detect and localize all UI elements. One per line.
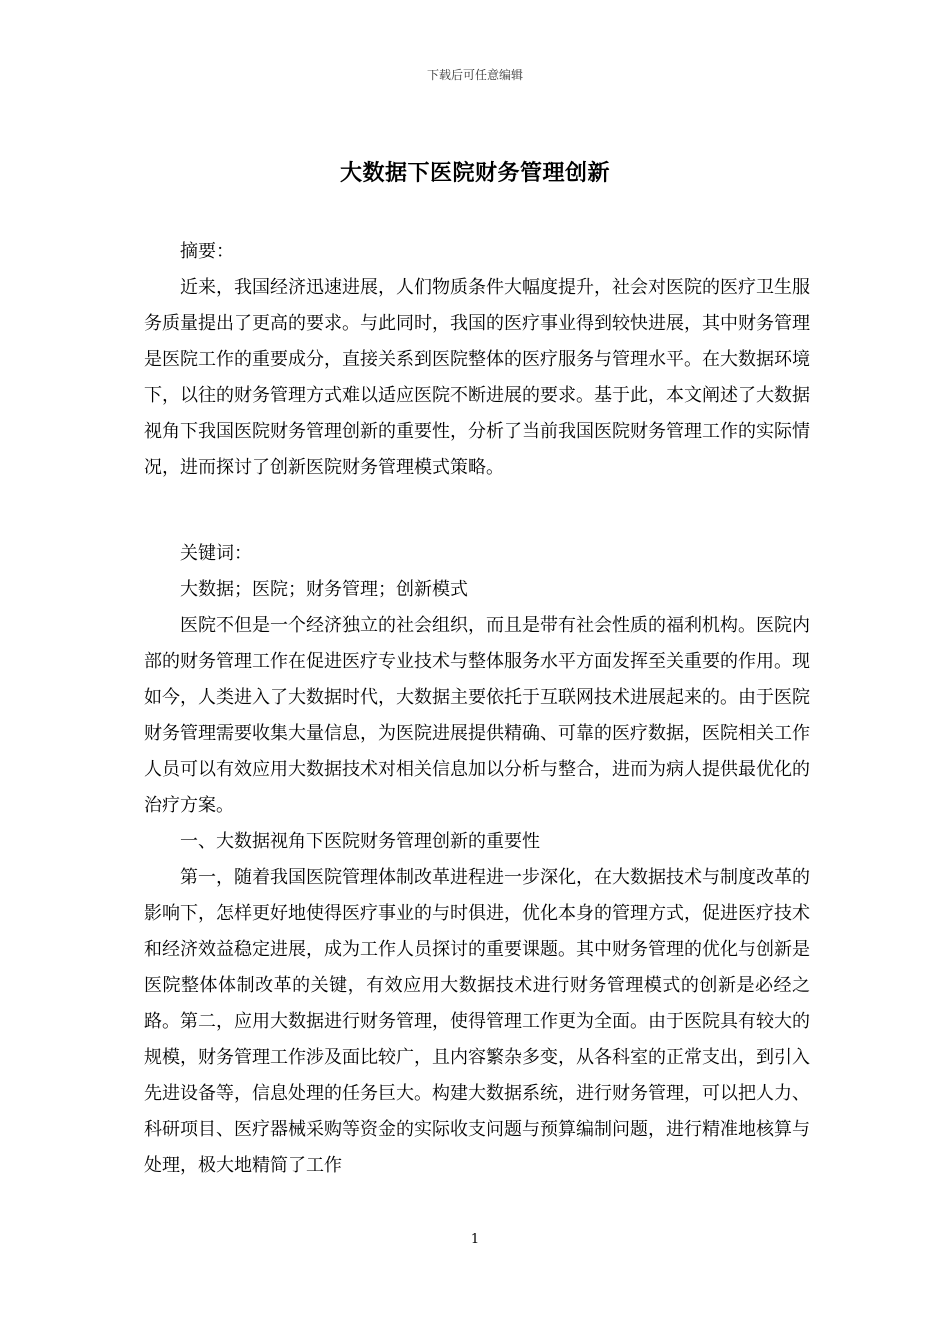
keywords-list: 大数据；医院；财务管理；创新模式: [180, 579, 468, 600]
keywords-label: 关键词：: [180, 543, 252, 564]
abstract-section: [144, 234, 810, 486]
section-paragraph: 第一，随着我国医院管理体制改革进程进一步深化，在大数据技术与制度改革的影响下，怎样更好地使得医疗事业的与时俱进，优化本身的管理方式，促进医疗技术和经济效益稳定进展，成为工作人员探讨的重要课题。其中财务管理的优化与创新是医院整体体制改革的关键，有效应用大数据技术进行财务管理模式的创新是必经之路。第二，应用大数据进行财务管理，使得管理工作更为全面。由于医院具有较大的规模，财务管理工作涉及面比较广，且内容繁杂多变，从各科室的正常支出，到引入先进设备等，信息处理的任务巨大。构建大数据系统，进行财务管理，可以把人力、科研项目、医疗器械采购等资金的实际收支问题与预算编制问题，进行精准地核算与处理，极大地精简了工作: [144, 867, 810, 1176]
document-title: 大数据下医院财务管理创新: [339, 160, 610, 186]
intro-paragraph: 医院不但是一个经济独立的社会组织，而且是带有社会性质的福利机构。医院内部的财务管理工作在促进医疗专业技术与整体服务水平方面发挥至关重要的作用。现如今，人类进入了大数据时代，大数据主要依托于互联网技术进展起来的。由于医院财务管理需要收集大量信息，为医院进展提供精确、可靠的医疗数据，医院相关工作人员可以有效应用大数据技术对相关信息加以分析与整合，进而为病人提供最优化的治疗方案。: [144, 615, 810, 816]
abstract-paragraph: 近来，我国经济迅速进展，人们物质条件大幅度提升，社会对医院的医疗卫生服务质量提出了更高的要求。与此同时，我国的医疗事业得到较快进展，其中财务管理是医院工作的重要成分，直接关系到医院整体的医疗服务与管理水平。在大数据环境下，以往的财务管理方式难以适应医院不断进展的要求。基于此，本文阐述了大数据视角下我国医院财务管理创新的重要性，分析了当前我国医院财务管理工作的实际情况，进而探讨了创新医院财务管理模式策略。: [144, 277, 810, 478]
page-header: 下载后可任意编辑: [426, 68, 523, 82]
section-heading: 一、大数据视角下医院财务管理创新的重要性: [180, 831, 540, 852]
main-body: [144, 536, 810, 1184]
abstract-label: 摘要：: [180, 241, 234, 262]
page-number: 1: [470, 1232, 480, 1247]
